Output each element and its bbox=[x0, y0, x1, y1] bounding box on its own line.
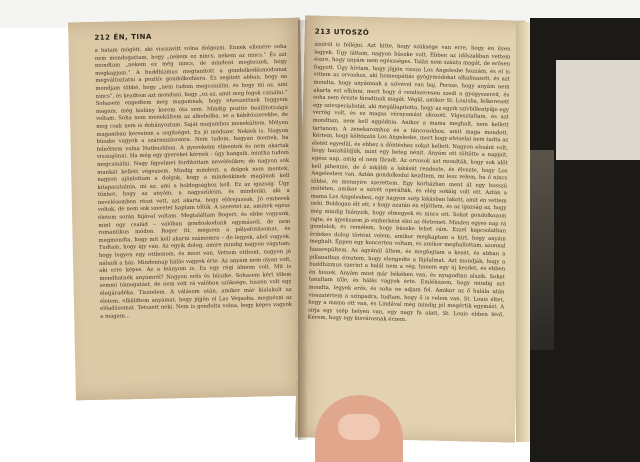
book-page-edges bbox=[516, 22, 530, 442]
left-page-header: 212 ÉN, TINA bbox=[94, 32, 152, 42]
background-photo-dark bbox=[530, 150, 554, 350]
right-page-body: szolról is felléjni. Azt hitte, hogy szüksége van erre, hogy én ilyen legyek. Úgy láttam, nagyon büszke volt. Ebben az időszakban vettem észre, hogy anyám nem egészséges. Talán nem szánta magát, de erősen fogyott. Úgy hívtam, hogy jöjjön vissza Los Angelesbe hozzám, és el is vittem az orvoshoz, aki homeopátiás gyógymódokat alkalmazott, és azt mondta, hogy anyámnak a szívével van baj. Persze, hogy anyám nem akarta ezt elhinni, mert hogy ő rendszeresen szedi a gyógyszereit, és soha nem érezte fáradtnak magát. Végül, amikor St. Louisba, felkeresett egy szívspecialistát, aki megállapította, hogy az egyik szívbillentyűje egy vérrög volt, és ez magas vérnyomást okozott. Vigasztaltam, és azt mondtam, nem kell aggódnia. Anikor a mama meghalt, nem kellett tartanom. A zenekaromhoz és a táncosokhoz, amit maga mondott. Kértem, hogy költözzön Los Angelesbe, mert hogy elviselni nem tudta az életét egyedül, és ehhez a döntéshez sokat kellett. Nagyon elszánt volt, hogy hazaküldjük, mint egy beteg nénit. Anyám ott töltötte a napjait, egész nap, amíg el nem fáradt. Az orvosok azt mondták, hogy sok időt kell pihennie, de ő inkább a lakását rendezte, és élvezte, hogy Los Angelesben van. Aztán gondolkodni kezdtem, mi lesz velem, ha ő nincs többé, és mennyire szerettem. Egy kórházban ment át egy hosszú műtéten, amikor a szívét operálták, és elég sokáig volt ott. Aztán a mama Los Angelesben, egy nagyon szép lakásban lakott, amit én vettem neki. Boldogan élt ott, s hogy azután én eljöttem, és az igazság az, hogy még mindig hiányzik, hogy elmegyek és nincs ott. Sokat gondolkozom rajta, és igyekszem jó emberként élni az életemet. Minden egyes nap rá gondolok, és remélem, hogy büszke lehet rám. Ezzel kapcsolatban érdekes dolog történt velem, amikor megkaptam a hírt, hogy anyám meghalt. Éppen egy koncerten voltam, és amikor meghallottam, azonnal hazarepültem. Az ágyánál ültem, és megfogtam a kezét, és abban a pillanatban éreztem, hogy elengedte a fájdalmat. Azt mondják, hogy a buddhizmus szerint a halál nem a vég, hanem egy új kezdet, és ebben én hiszek. Anyám most már békében van, és nyugodtan alszik. Sokat tanultam tőle, és hálás vagyok érte. Emlékszem, hogy mindig azt mondta, legyek erős, és soha ne adjam fel. Amikor az ő halála után visszatértem a színpadra, tudtam, hogy ő is velem van. St. Louis éltet, hogy a mama ott van, és Lindával még mindig jól megértik egymást. A sírja egy szép helyen van, egy nagy fa alatt, St. Louis ebben lévő. Kérem, hogy egy kisvárosnak érzem. bbox=[307, 41, 511, 324]
left-page bbox=[68, 18, 308, 401]
left-page-body: a hátam mögött, aki visszavitt volna dolgozni. Ennek ellenére soha nem mondogattam, hogy „nekem ez nincs, nekem az nincs.” És azt mondtam „nekem ez még nincs, de mindent megteszek, hogy megkapjam.” A buddhizmus megtanított a gondolkodásmódomat megváltoztatni a pozitív gondolkodásra. Ez segített abban, hogy ne mondjam többé, hogy „nem tudom megcsinálni, és hogy mi az, ami nincs”, és kezdtem azt mondani, hogy „ez az, amit meg fogok csinálni.” Sohasem engedtem meg magamnak, hogy elveszettnek higgyem magam, még kislány korom óta sem. Mindig pozitív beállítottságú voltam. Soha nem menekültem az alkoholba, se a kábítószerekbe, de meg csak nem is dohányoztam. Saját magamhoz menekültem. Mélyen magamban kerestem a segítséget. Ez jó módszer. Nekiek is. Nagyon büszke vagyok a származásomra. Nem tudom, hogyan mentek, ha felnőttem volna Nutbushban. A gyerekeim elmentek és nem akartak visszajönni. Ha még egy gyereket kérnek – úgy hangzik, mintha tudom megcsinálni. Nagy figyelmet fordítottam nevelésükre; de nagyon sok munkát kellett végezzem. Mindig mindent, a dolgok nem mentek, nagyon ajánlottam a dolgok, hogy a mindenkinek magának kell kitapasztalnia, mi az, ami a boldogsághoz kell. Ez az igazság. Úgy tűnhet, hogy az anyám, a nagyszüleim, és mindenki, aki a nevelésemben részt vett, azt akarta, hogy előrejussak. Jó emberek voltak, de nem sok szeretet kaptam tőlük. A szeretet az, aminek egész életem során híjával voltam. Megtaláltam Rogert, és ebbe vagyunk, mint egy család – valóban gondoskodunk egymásról, de nem romantikus módon. Roger itt, mégsem a pályafutásomat, és megmondta, hogy mit kell akarni számomra – de legyek, ahol vagyok. Tudtam, hogy így van. Az egyik dolog, amire mindig nagyon vágytam, hogy legyen egy otthonom, és most van. Vettem otthont, nagyon jó nálunk a ház. Mindennap hálás vagyok érte. Az anyám nem olyan volt, aki erre képes. Az a leányom is. Ez egy régi álmom volt. Mit is mondhatnék anyámról? Nagyon erős és büszke. Sohasem kért tőlem semmi támogatást, de nem volt rá valóban szüksége, hiszen volt egy életjáradéka. Tisztelem. A válásom után, amikor már kialakult az életem, elküldtem anyámat, hogy jöjjön el Las Vegasba, megnézni az előadásomat. Tetszett neki. Nem is gondolta volna, hogy képes vagyok a magam... bbox=[94, 43, 293, 320]
right-page bbox=[295, 15, 525, 442]
background-photo-light bbox=[556, 60, 640, 160]
thumb-nail bbox=[338, 414, 380, 440]
right-page-header: 213 UTOSZÓ bbox=[314, 27, 370, 37]
book-gutter bbox=[298, 20, 308, 440]
